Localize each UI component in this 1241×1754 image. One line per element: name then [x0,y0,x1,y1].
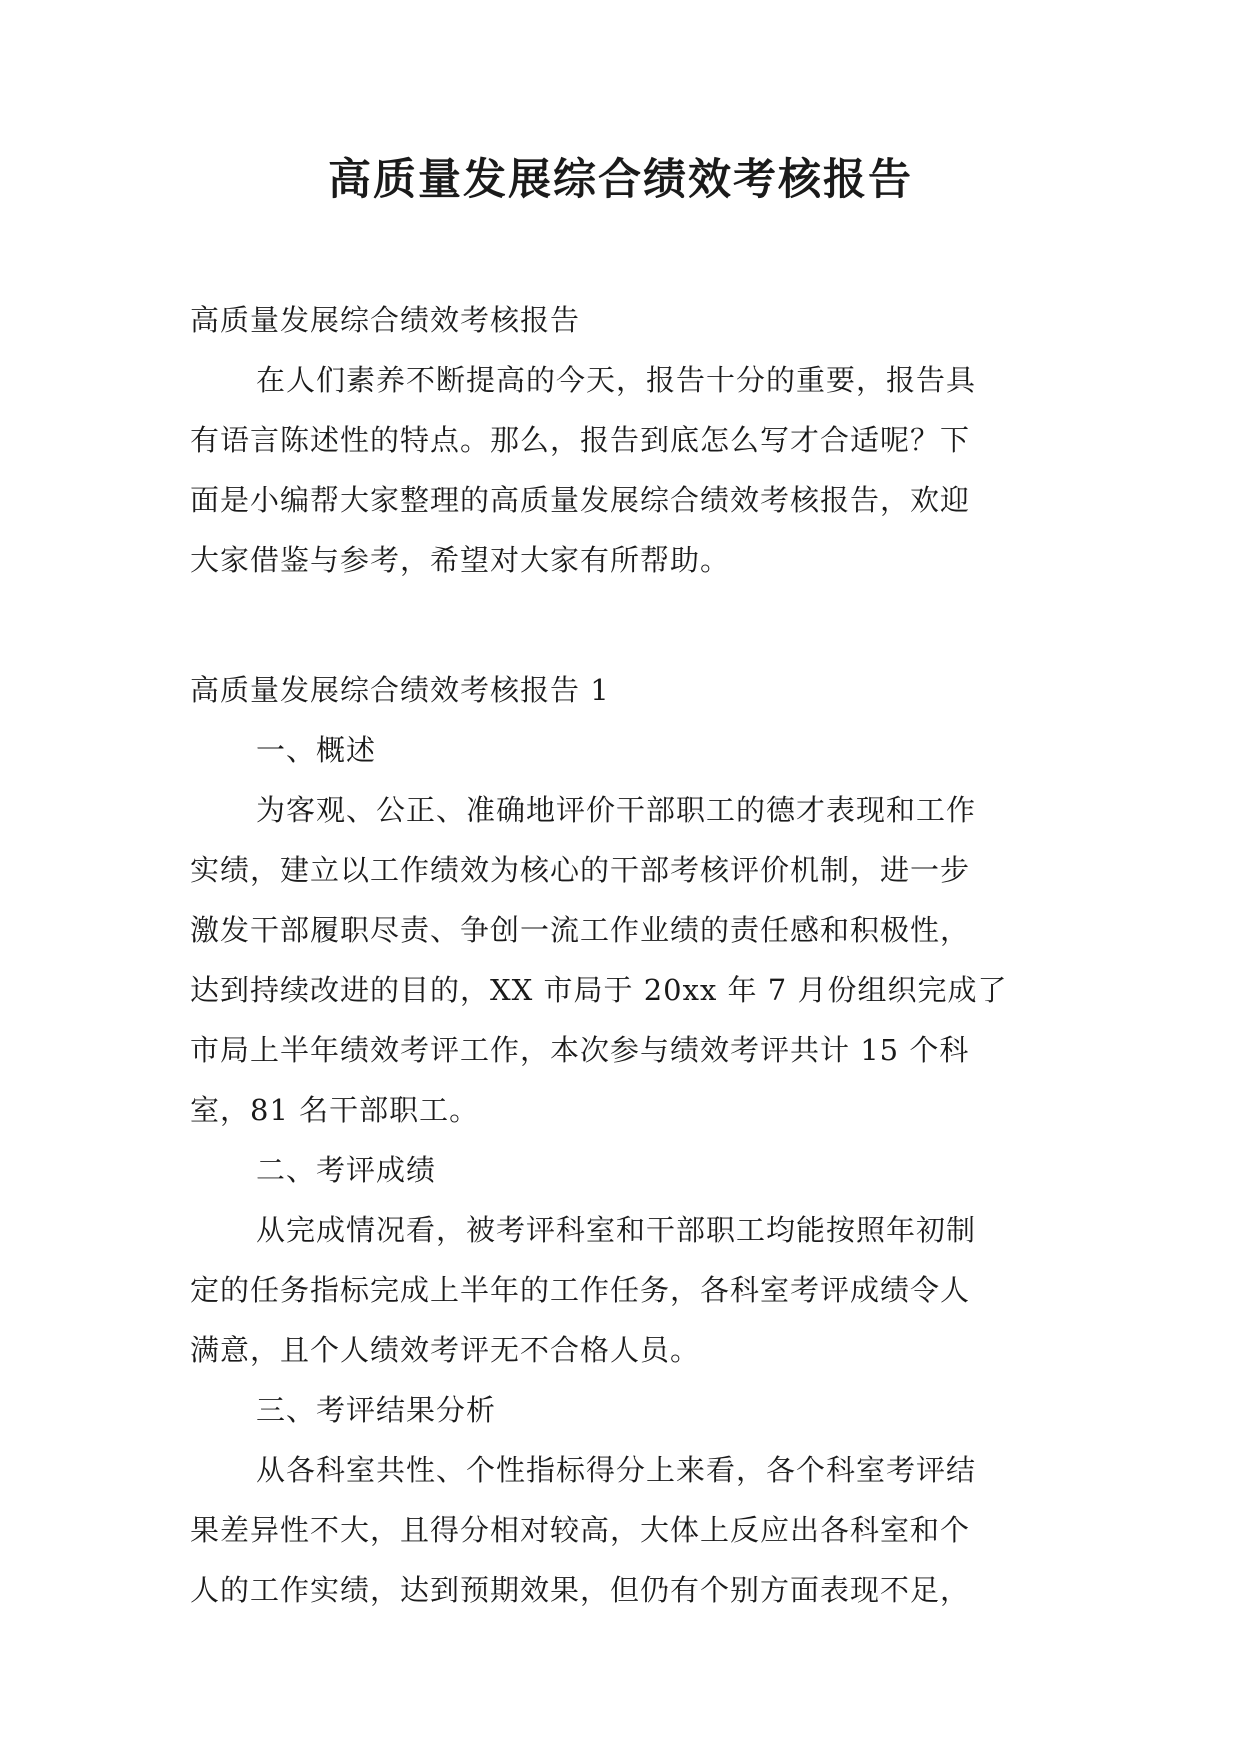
paragraph-line: 市局上半年绩效考评工作，本次参与绩效考评共计 15 个科 [190,1033,970,1067]
paragraph-line: 果差异性不大，且得分相对较高，大体上反应出各科室和个 [190,1513,971,1547]
page-title: 高质量发展综合绩效考核报告 [328,155,913,205]
document-body [190,290,1070,1620]
paragraph-line: 激发干部履职尽责、争创一流工作业绩的责任感和积极性， [190,913,971,947]
intro-line: 大家借鉴与参考，希望对大家有所帮助。 [190,543,731,577]
paragraph-line: 从完成情况看，被考评科室和干部职工均能按照年初制 [256,1213,977,1247]
paragraph-line: 为客观、公正、准确地评价干部职工的德才表现和工作 [256,793,977,827]
section-heading: 一、概述 [256,733,377,767]
section-title: 高质量发展综合绩效考核报告 1 [190,673,610,707]
paragraph-line: 实绩，建立以工作绩效为核心的干部考核评价机制，进一步 [190,853,971,887]
paragraph-spacer [190,590,1070,660]
paragraph-line: 达到持续改进的目的，XX 市局于 20xx 年 7 月份组织完成了 [190,973,1008,1007]
intro-line: 在人们素养不断提高的今天，报告十分的重要，报告具 [256,363,977,397]
paragraph-line: 满意，且个人绩效考评无不合格人员。 [190,1333,701,1367]
document-subtitle: 高质量发展综合绩效考核报告 [190,303,581,337]
section-heading: 二、考评成绩 [256,1153,437,1187]
paragraph-line: 人的工作实绩，达到预期效果，但仍有个别方面表现不足， [190,1573,971,1607]
paragraph-line: 从各科室共性、个性指标得分上来看，各个科室考评结 [256,1453,977,1487]
intro-line: 面是小编帮大家整理的高质量发展综合绩效考核报告，欢迎 [190,483,971,517]
intro-line: 有语言陈述性的特点。那么，报告到底怎么写才合适呢？下 [190,423,971,457]
paragraph-line: 室，81 名干部职工。 [190,1093,480,1127]
section-heading: 三、考评结果分析 [256,1393,497,1427]
paragraph-line: 定的任务指标完成上半年的工作任务，各科室考评成绩令人 [190,1273,971,1307]
